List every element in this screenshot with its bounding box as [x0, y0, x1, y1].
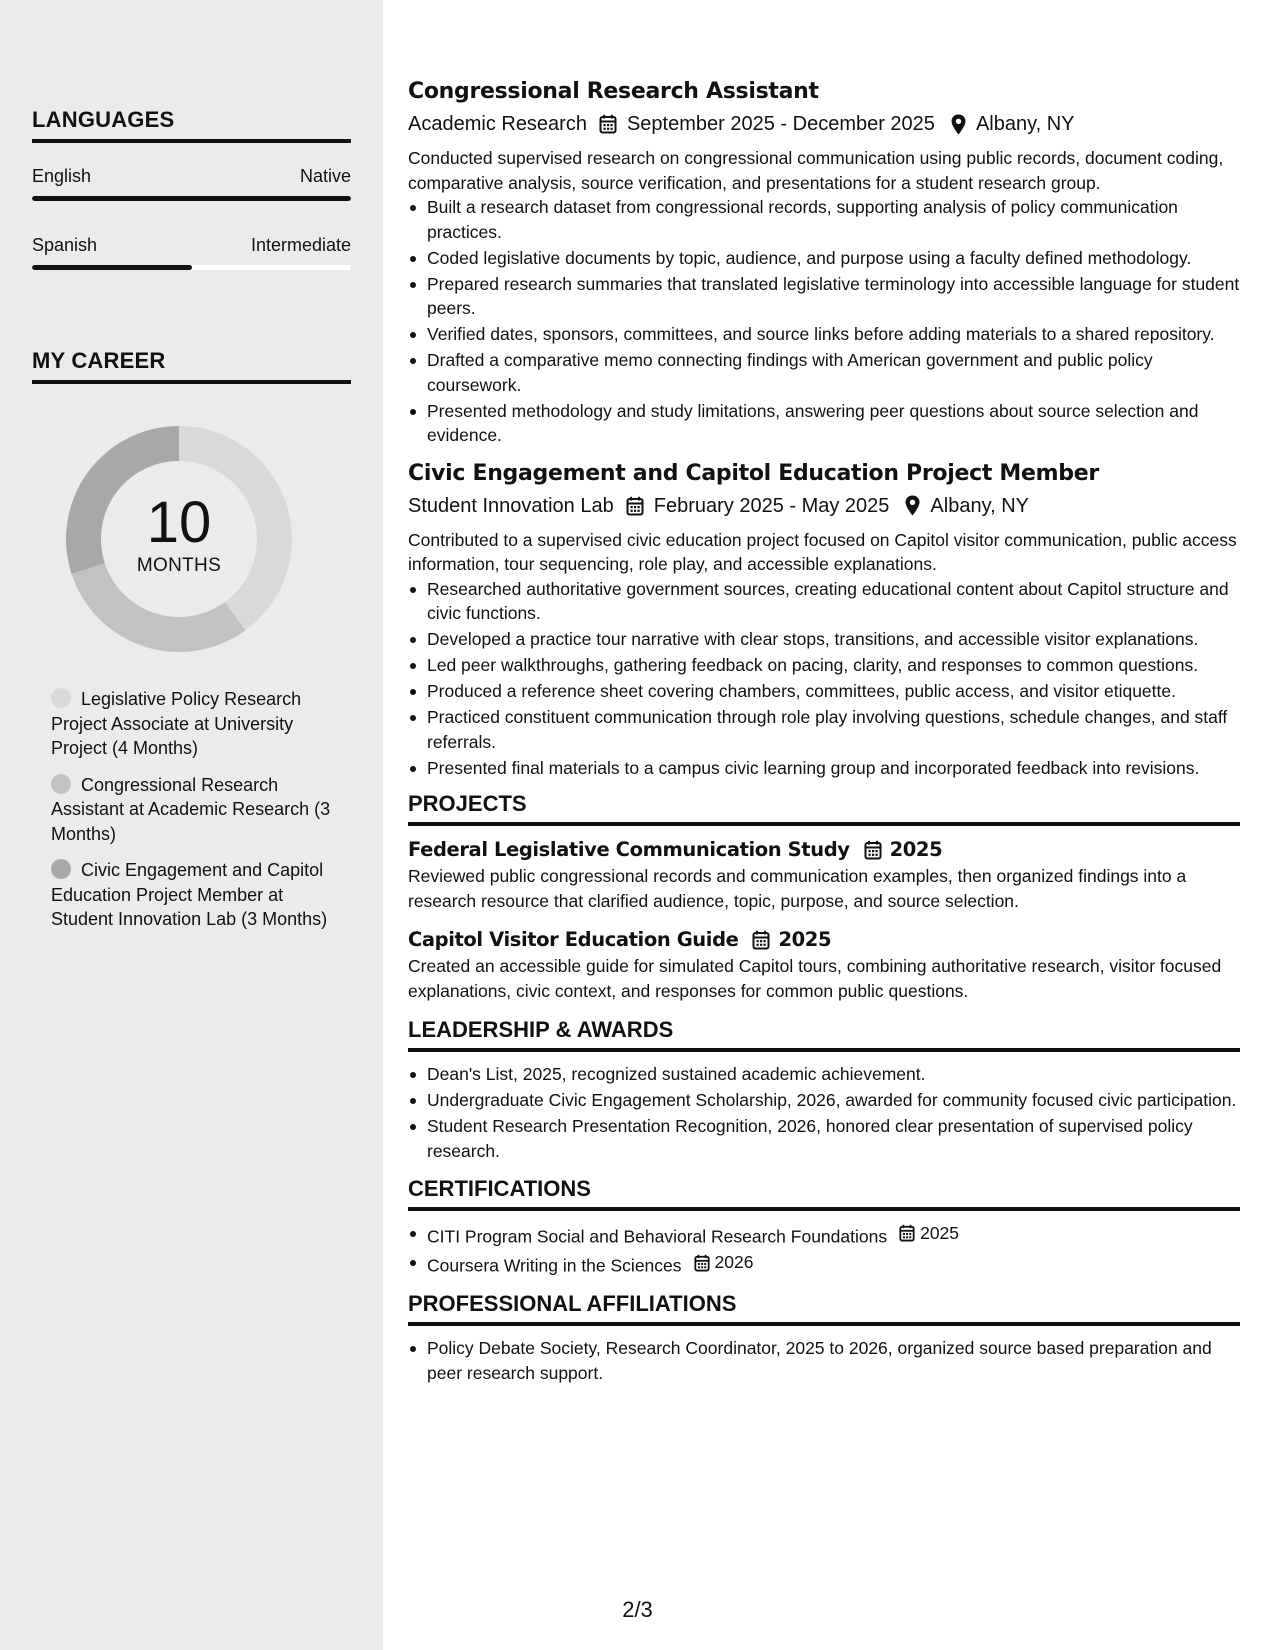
job-bullet: Drafted a comparative memo connecting findings with American government and public policy coursework. [408, 348, 1240, 397]
projects-section [408, 790, 1240, 1003]
job-title: Congressional Research Assistant [408, 79, 819, 104]
career-legend-text: Legislative Policy Research Project Associate at University Project (4 Months) [51, 689, 302, 758]
job-bullet: Verified dates, sponsors, committees, and source links before adding materials to a shared repository. [408, 322, 1240, 347]
career-donut-chart [66, 426, 292, 652]
project-title: Federal Legislative Communication Study [408, 838, 850, 861]
job-bullet: Prepared research summaries that translated legislative terminology into accessible language for student peers. [408, 272, 1240, 321]
certifications-heading: CERTIFICATIONS [408, 1175, 1240, 1211]
job-bullet: Presented methodology and study limitations, answering peer questions about source selection and evidence. [408, 399, 1240, 448]
language-name: English [32, 166, 92, 186]
language-row-english [32, 165, 351, 187]
affiliations-section [408, 1290, 1240, 1385]
certification-name: Coursera Writing in the Sciences [427, 1255, 682, 1276]
legend-dot-icon [51, 859, 71, 879]
legend-dot-icon [51, 774, 71, 794]
job-bullets [408, 195, 1240, 448]
leadership-item: Student Research Presentation Recognition, 2026, honored clear presentation of supervised policy research. [408, 1114, 1240, 1163]
project-description: Reviewed public congressional records and communication examples, then organized findings into a research resource that clarified audience, topic, purpose, and source selection. [408, 866, 1187, 911]
certification-name: CITI Program Social and Behavioral Research Foundations [427, 1226, 888, 1247]
project-year: 2025 [778, 928, 832, 951]
certification-item [408, 1221, 1240, 1249]
calendar-icon [864, 840, 882, 860]
project-title-row [408, 926, 1240, 954]
career-legend-text: Civic Engagement and Capitol Education Project Member at Student Innovation Lab (3 Months) [51, 860, 328, 929]
projects-heading: PROJECTS [408, 790, 1240, 826]
career-legend-text: Congressional Research Assistant at Academic Research (3 Months) [51, 774, 331, 844]
job-bullet: Produced a reference sheet covering chambers, committees, public access, and visitor etiquette. [408, 679, 1240, 704]
project-title-row [408, 836, 1240, 864]
legend-dot-icon [51, 688, 71, 708]
job-organization: Academic Research [408, 113, 587, 135]
affiliations-heading: PROFESSIONAL AFFILIATIONS [408, 1290, 1240, 1326]
experience-entry [408, 76, 1240, 448]
career-total [66, 426, 292, 652]
project-title: Capitol Visitor Education Guide [408, 928, 739, 951]
project-year: 2025 [889, 838, 943, 861]
job-bullet: Developed a practice tour narrative with clear stops, transitions, and accessible visitor explanations. [408, 627, 1240, 652]
language-level: Native [299, 166, 351, 186]
job-summary: Contributed to a supervised civic education project focused on Capitol visitor communication, public access information, tour sequencing, role play, and accessible explanations. [408, 529, 1237, 574]
language-bar-spanish [32, 265, 351, 270]
job-meta [408, 110, 1240, 138]
job-location: Albany, NY [975, 113, 1075, 135]
certification-item [408, 1250, 1240, 1278]
job-bullet: Coded legislative documents by topic, audience, and purpose using a faculty defined methodology. [408, 246, 1240, 271]
affiliation-item: Policy Debate Society, Research Coordinator, 2025 to 2026, organized source based preparation and peer research support. [408, 1336, 1240, 1385]
language-row-spanish [32, 234, 351, 256]
page-number: 2/3 [622, 1597, 653, 1622]
job-meta [408, 492, 1240, 520]
certification-date [899, 1221, 959, 1246]
language-name: Spanish [32, 235, 98, 255]
job-bullet: Built a research dataset from congressional records, supporting analysis of policy communication practices. [408, 195, 1240, 244]
leadership-list [408, 1062, 1240, 1163]
certifications-list [408, 1221, 1240, 1278]
calendar-icon [694, 1254, 710, 1272]
career-legend-item [51, 858, 341, 932]
career-legend-item [51, 687, 341, 761]
job-location: Albany, NY [930, 494, 1029, 517]
languages-heading: LANGUAGES [32, 107, 351, 143]
career-legend-item [51, 773, 341, 847]
job-dates: September 2025 - December 2025 [626, 113, 935, 135]
calendar-icon [752, 930, 770, 950]
language-bar-english [32, 196, 351, 201]
job-organization: Student Innovation Lab [408, 494, 614, 517]
language-fill [32, 265, 192, 270]
project-description: Created an accessible guide for simulated Capitol tours, combining authoritative research, visitor focused explanations, civic context, and responses for common public questions. [408, 956, 1222, 1001]
experience-entry [408, 458, 1240, 781]
affiliations-list [408, 1336, 1240, 1385]
job-summary: Conducted supervised research on congressional communication using public records, document coding, comparative analysis, source verification, and presentations for a student research group. [408, 148, 1224, 193]
calendar-icon [626, 496, 644, 516]
language-level: Intermediate [250, 235, 351, 255]
job-bullet: Researched authoritative government sources, creating educational content about Capitol structure and civic functions. [408, 577, 1240, 626]
certification-year: 2025 [920, 1223, 960, 1243]
career-total-number: 10 [146, 490, 212, 555]
certification-date [694, 1250, 754, 1275]
certification-year: 2026 [714, 1252, 754, 1273]
calendar-icon [599, 114, 617, 134]
certifications-section [408, 1175, 1240, 1278]
calendar-icon [899, 1224, 915, 1242]
job-dates: February 2025 - May 2025 [653, 494, 890, 517]
language-fill [32, 196, 351, 201]
leadership-item: Undergraduate Civic Engagement Scholarship, 2026, awarded for community focused civic participation. [408, 1088, 1240, 1113]
location-pin-icon [905, 495, 920, 516]
main-content [408, 76, 1240, 1387]
job-bullets [408, 577, 1240, 781]
job-bullet: Presented final materials to a campus civic learning group and incorporated feedback into revisions. [408, 756, 1240, 781]
career-total-unit: MONTHS [136, 555, 222, 576]
leadership-heading: LEADERSHIP & AWARDS [408, 1016, 1240, 1052]
career-heading: MY CAREER [32, 348, 351, 384]
job-bullet: Practiced constituent communication through role play involving questions, schedule changes, and staff referrals. [408, 705, 1240, 754]
leadership-item: Dean's List, 2025, recognized sustained academic achievement. [408, 1062, 1240, 1087]
sidebar [0, 0, 383, 1650]
job-title: Civic Engagement and Capitol Education Project Member [408, 460, 1099, 486]
leadership-section [408, 1016, 1240, 1163]
career-legend [51, 687, 341, 944]
job-bullet: Led peer walkthroughs, gathering feedback on pacing, clarity, and responses to common questions. [408, 653, 1240, 678]
location-pin-icon [951, 114, 966, 135]
